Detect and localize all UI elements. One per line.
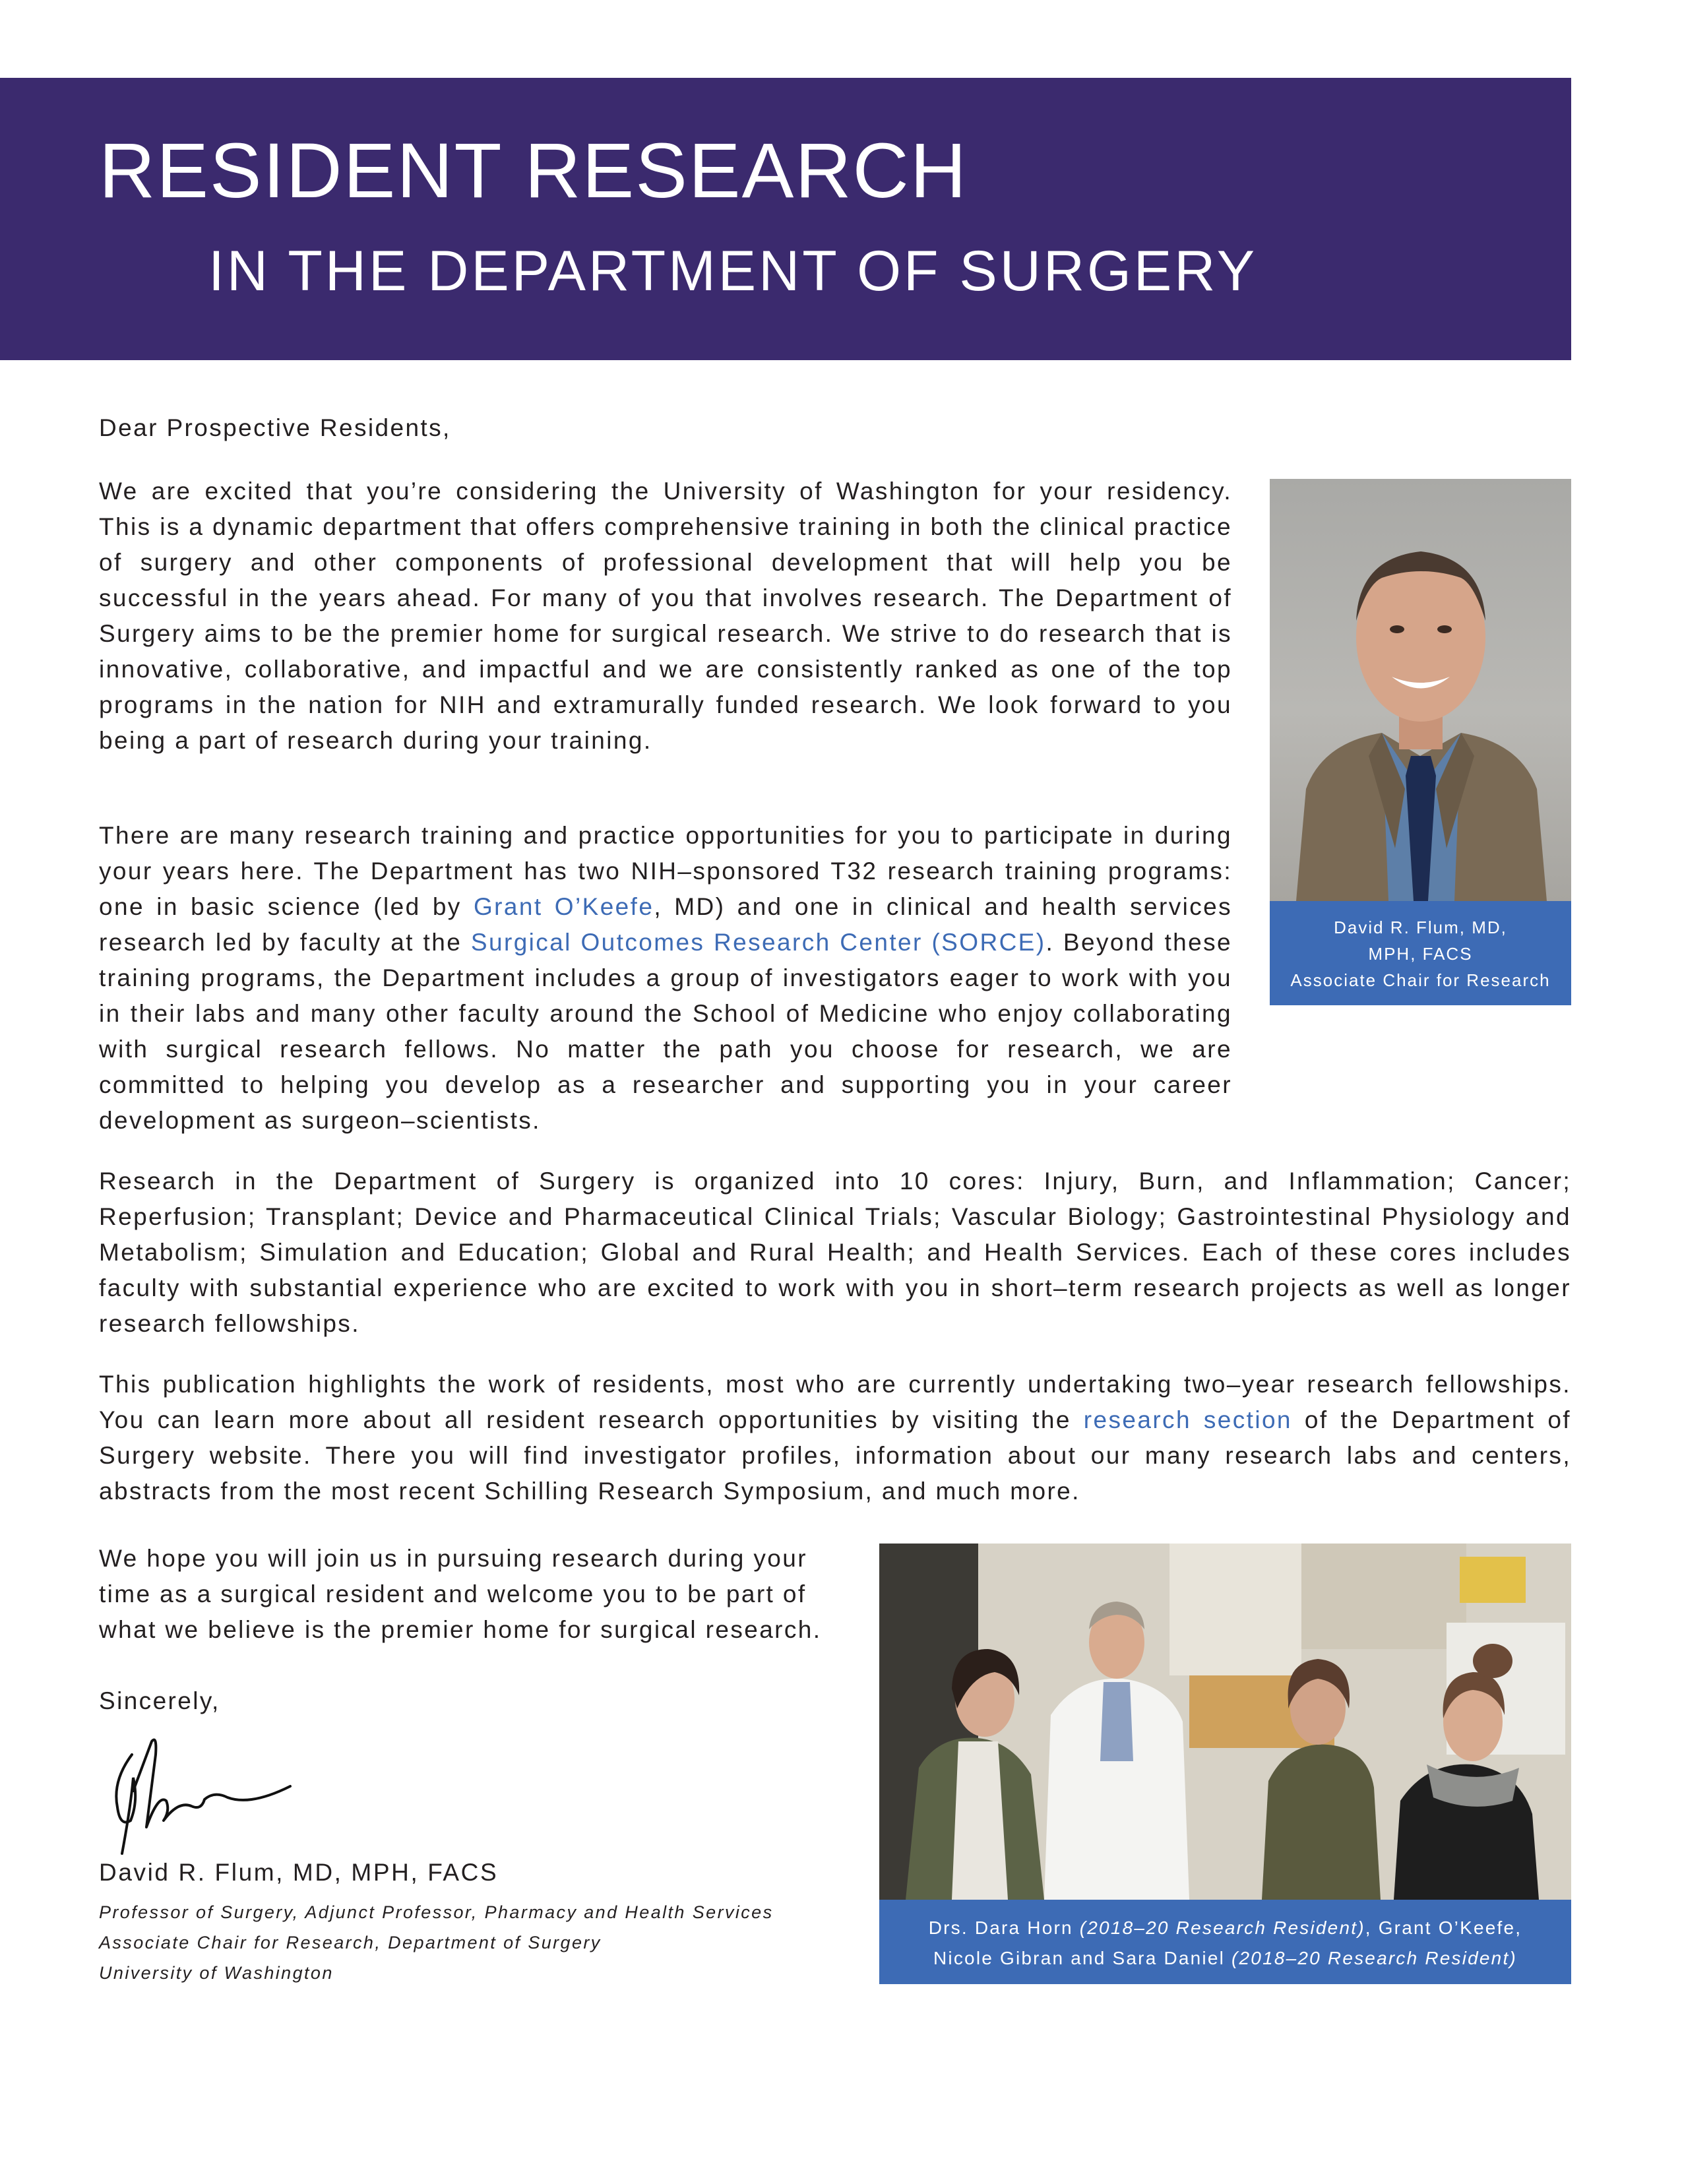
page-subtitle: IN THE DEPARTMENT OF SURGERY [208,239,1258,303]
salutation: Dear Prospective Residents, [99,414,451,441]
group-caption-c: , Grant O’Keefe, [1365,1918,1522,1938]
research-section-link[interactable]: research section [1083,1406,1292,1433]
group-caption-line1 [879,1913,1571,1943]
signatory-title-1: Professor of Surgery, Adjunct Professor, Pharmacy and Health Services [99,1902,774,1922]
paragraph-training-text-c: . Beyond these training programs, the Department includes a group of investigators eager to work with you in their labs and many other faculty around the School of Medicine who enjoy collaborating with surgical research fellows. No matter the path you choose for research, we are committed to helping you develop as a researcher and supporting you in your career development as surgeon–scientists. [99,929,1233,1134]
group-caption-d: Nicole Gibran and Sara Daniel [933,1948,1231,1968]
portrait-caption [1270,901,1571,1005]
portrait-caption-line2: MPH, FACS [1368,944,1473,964]
group-caption-a: Drs. Dara Horn [928,1918,1080,1938]
signoff: Sincerely, [99,1687,220,1714]
sorce-link[interactable]: Surgical Outcomes Research Center (SORCE) [470,929,1046,956]
paragraph-cores: Research in the Department of Surgery is organized into 10 cores: Injury, Burn, and Inflammation; Cancer; Reperfusion; Transplant; Device and Pharmaceutical Clinical Trials; Vascular Biology; Gastrointestinal Physiology and Metabolism; Simulation and Education; Global and Rural Health; and Health Services. Each of these cores includes faculty with substantial experience who are excited to work with you in short–term research projects as well as longer research fellowships. [99,1168,1571,1337]
signatory-title-2: Associate Chair for Research, Department of Surgery [99,1933,602,1952]
group-photo [879,1544,1571,1900]
group-caption-e: (2018–20 Research Resident) [1231,1948,1517,1968]
signatory-title-3: University of Washington [99,1963,334,1983]
paragraph-training [99,818,1232,1139]
grant-okeefe-link[interactable]: Grant O’Keefe [474,893,654,920]
paragraph-intro: We are excited that you’re considering the University of Washington for your residency. This is a dynamic department that offers comprehensive training in both the clinical practice of surgery and other components of professional development that will help you be successful in the years ahead. For many of you that involves research. The Department of Surgery aims to be the premier home for surgical research. We strive to do research that is innovative, collaborative, and impactful and we are consistently ranked as one of the top programs in the nation for NIH and extramurally funded research. We look forward to you being a part of research during your training. [99,478,1232,754]
signatory-name: David R. Flum, MD, MPH, FACS [99,1859,499,1886]
paragraph-training-text-a: There are many research training and practice opportunities for you to participate in during your years here. The Department has two NIH–sponsored T32 research training programs: one in basic science (led by [99,822,1232,920]
page-title: RESIDENT RESEARCH [99,127,968,214]
group-caption-b: (2018–20 Research Resident) [1079,1918,1365,1938]
portrait-caption-line3: Associate Chair for Research [1290,970,1551,990]
paragraph-publication-text-a: This publication highlights the work of residents, most who are currently undertaking two–year research fellowships. You can learn more about all resident research opportunities by visiting the [99,1371,1571,1433]
paragraph-publication [99,1367,1571,1509]
paragraph-publication-text-b: of the Department of Surgery website. There you will find investigator profiles, information about our many research labs and centers, abstracts from the most recent Schilling Research Symposium, and much more. [99,1406,1571,1505]
paragraph-closing: We hope you will join us in pursuing research during your time as a surgical resident and welcome you to be part of what we believe is the premier home for surgical research. [99,1545,822,1643]
paragraph-training-text-b: , MD) and one in clinical and health services research led by faculty at the [99,893,1232,956]
portrait-caption-line1: David R. Flum, MD, [1334,918,1507,937]
group-caption-line2 [879,1943,1571,1974]
header-banner [0,78,1571,360]
portrait-photo [1270,479,1571,901]
group-photo-caption [879,1900,1571,1984]
handwritten-signature [92,1728,330,1860]
